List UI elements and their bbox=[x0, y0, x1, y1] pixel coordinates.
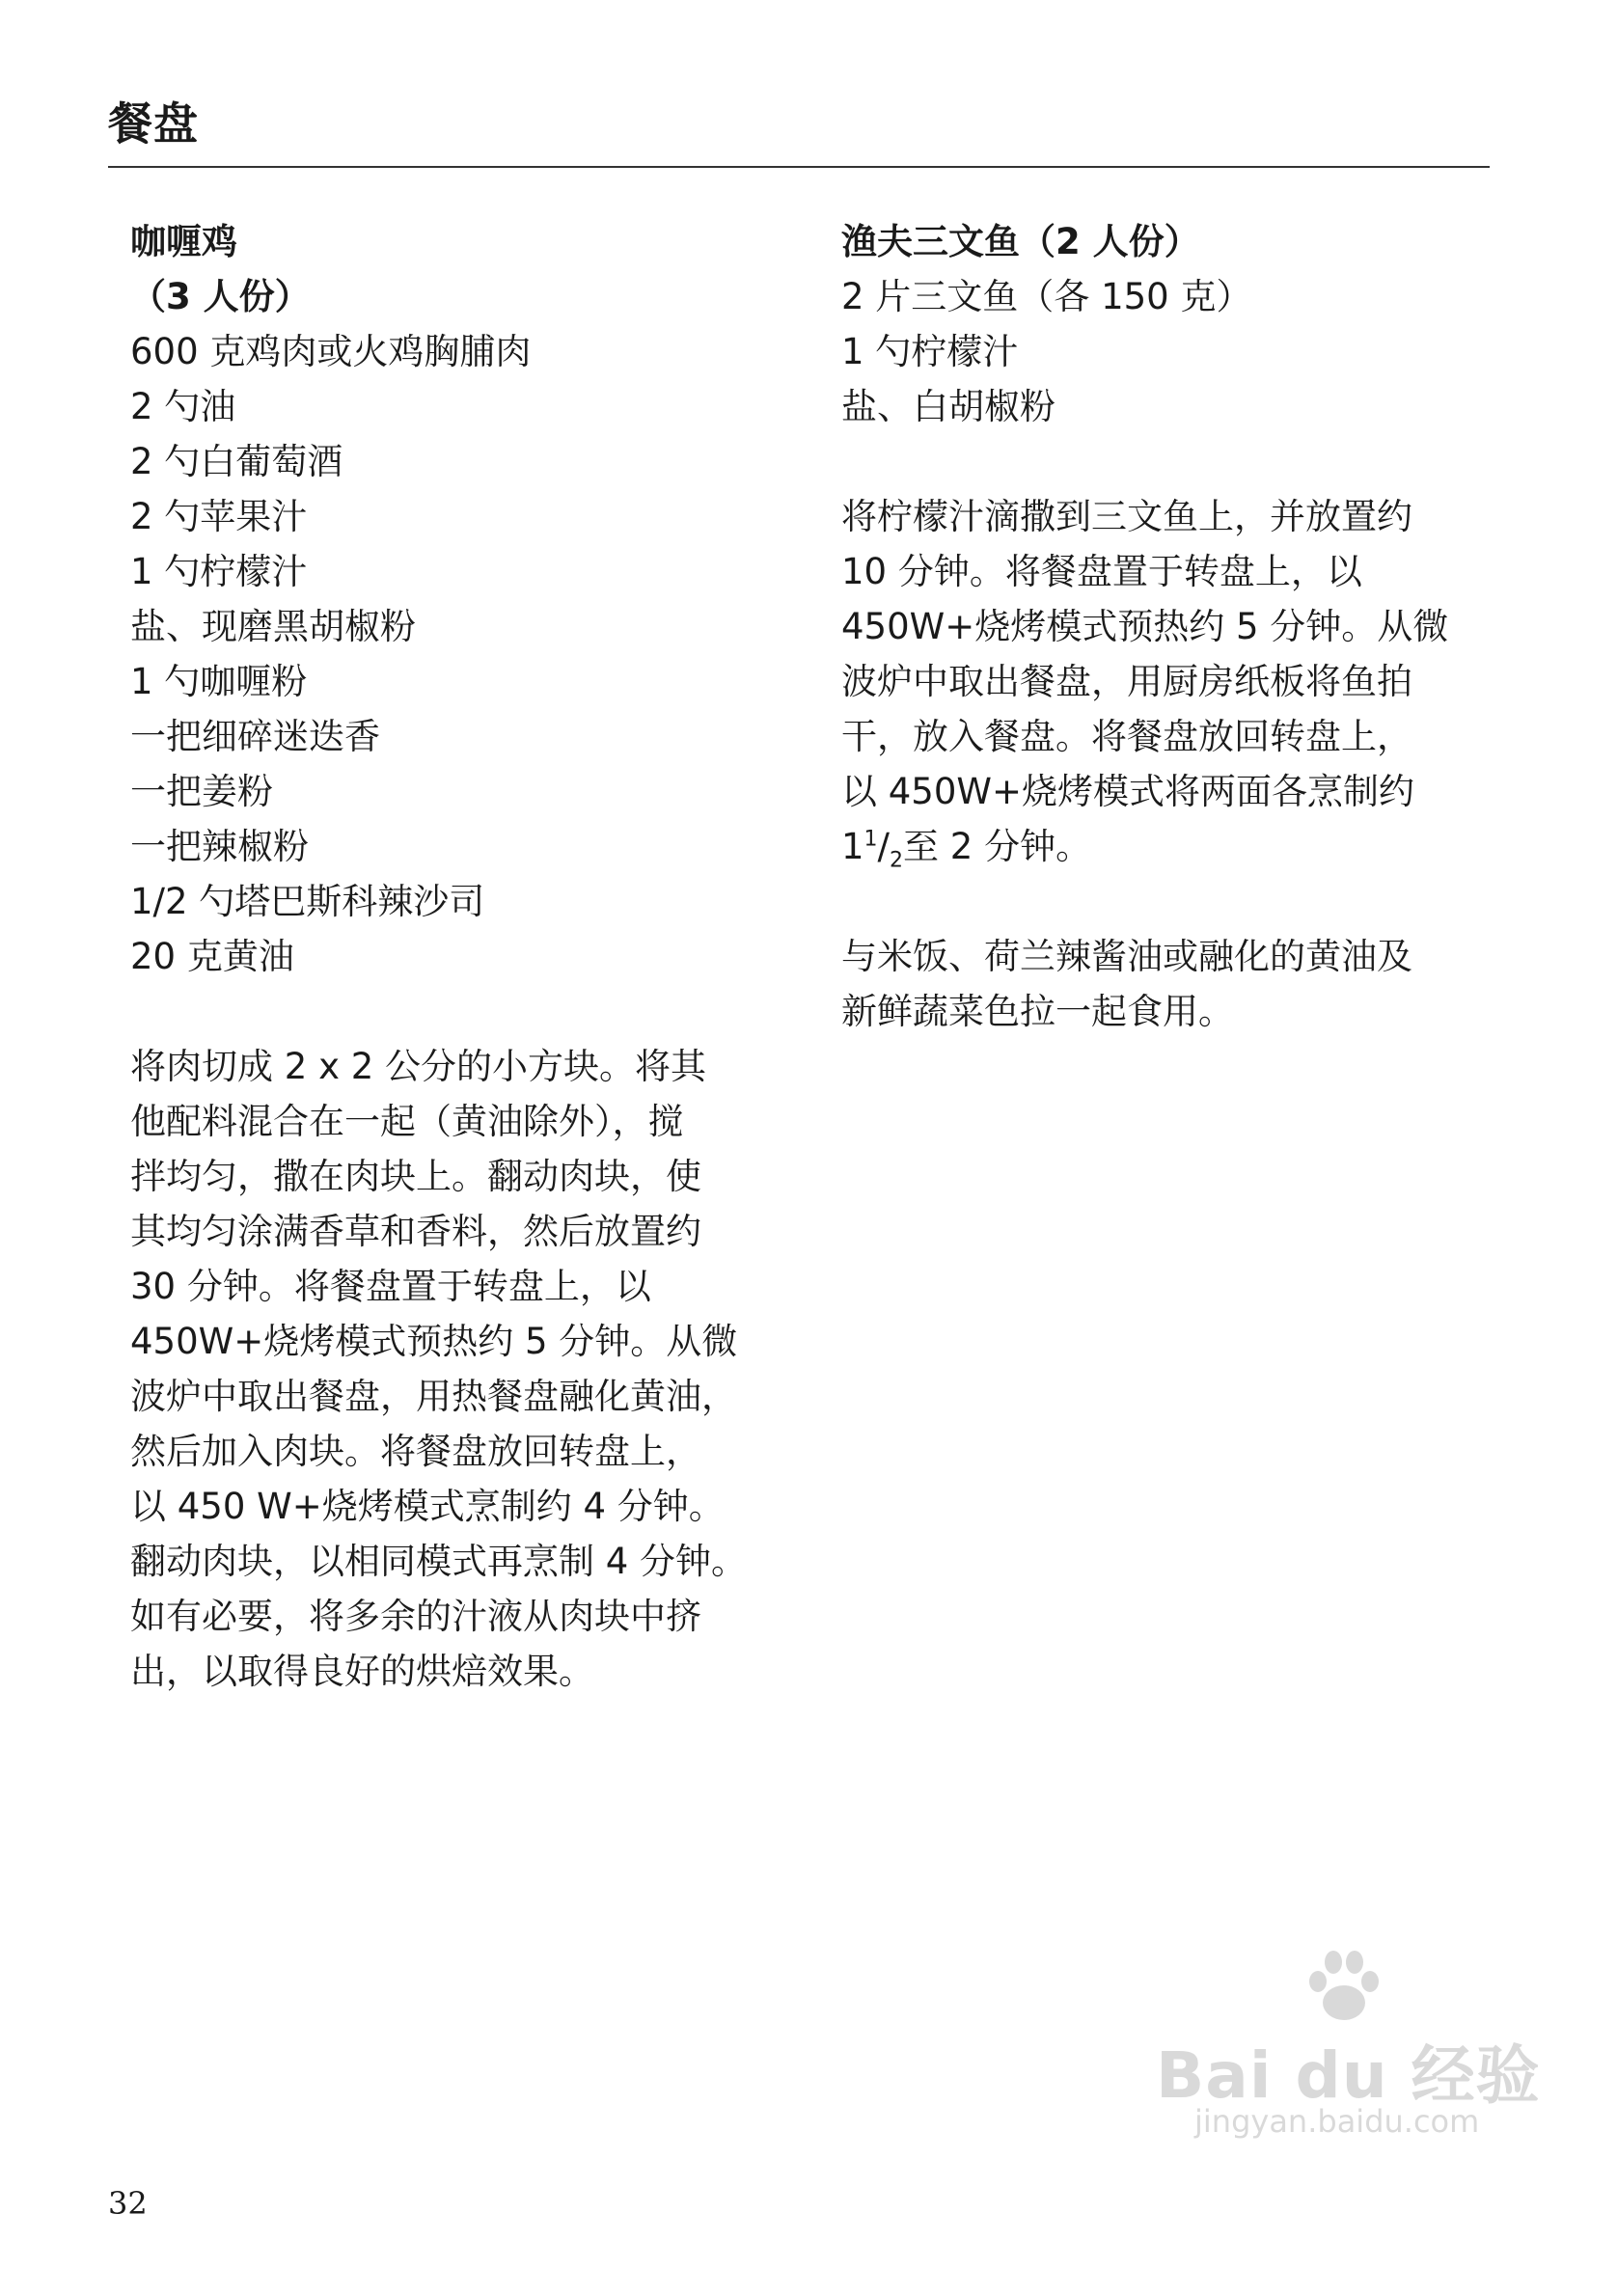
time-whole: 1 bbox=[841, 826, 864, 867]
time-denominator: 2 bbox=[890, 848, 904, 873]
recipe-servings: （3 人份） bbox=[130, 276, 311, 317]
ingredient-item: 600 克鸡肉或火鸡胸脯肉 bbox=[130, 331, 532, 372]
ingredient-item: 2 片三文鱼（各 150 克） bbox=[841, 276, 1252, 317]
ingredient-item: 2 勺油 bbox=[130, 386, 236, 427]
ingredient-item: 一把细碎迷迭香 bbox=[130, 716, 380, 757]
page-title: 餐盘 bbox=[108, 97, 199, 150]
header-divider bbox=[108, 166, 1490, 168]
recipe-instructions: 将柠檬汁滴撒到三文鱼上，并放置约 10 分钟。将餐盘置于转盘上，以 450W+烧烤模式预热约 5 分钟。从微 波炉中取出餐盘，用厨房纸板将鱼拍 干，放入餐盘。将餐盘放回转盘上， 以 450W+烧烤模式将两面各烹制约 bbox=[841, 496, 1449, 812]
recipe-fisherman-salmon bbox=[841, 214, 1478, 1039]
ingredient-item: 一把辣椒粉 bbox=[130, 826, 309, 867]
ingredient-item: 2 勺苹果汁 bbox=[130, 496, 308, 537]
recipe-title: 咖喱鸡 bbox=[130, 221, 237, 262]
page-number: 32 bbox=[108, 2185, 148, 2222]
ingredient-item: 2 勺白葡萄酒 bbox=[130, 441, 343, 482]
recipe-instructions: 将肉切成 2 x 2 公分的小方块。将其 他配料混合在一起（黄油除外），搅 拌均匀，撒在肉块上。翻动肉块，使 其均匀涂满香草和香料，然后放置约 30 分钟。将餐盘置于转盘上，以 450W+烧烤模式预热约 5 分钟。从微 波炉中取出餐盘，用热餐盘融化黄油， 然后加入肉块。将餐盘放回转盘上， 以 450 W+烧烤模式烹制约 4 分钟。 翻动肉块，以相同模式再烹制 4 分钟。 如有必要，将多余的汁液从肉块中挤 出，以取得良好的烘焙效果。 bbox=[130, 1046, 748, 1692]
recipe-title: 渔夫三文鱼（2 人份） bbox=[841, 221, 1200, 262]
ingredient-item: 1 勺柠檬汁 bbox=[130, 551, 308, 592]
ingredient-item: 一把姜粉 bbox=[130, 771, 273, 812]
recipe-curry-chicken bbox=[130, 214, 796, 1699]
cooking-time-line: $1^1/_2$至 2 分钟。 bbox=[841, 826, 1092, 873]
ingredient-item: 1 勺咖喱粉 bbox=[130, 661, 308, 702]
baidu-watermark bbox=[1156, 1949, 1541, 2151]
ingredient-item: 盐、白胡椒粉 bbox=[841, 386, 1055, 427]
paw-icon bbox=[1301, 1949, 1387, 2026]
serving-note: 与米饭、荷兰辣酱油或融化的黄油及 新鲜蔬菜色拉一起食用。 bbox=[841, 936, 1412, 1032]
watermark-url: jingyan.baidu.com bbox=[1194, 2103, 1480, 2140]
ingredient-item: 1/2 勺塔巴斯科辣沙司 bbox=[130, 881, 485, 922]
time-rest: 至 2 分钟。 bbox=[903, 826, 1092, 867]
ingredient-item: 20 克黄油 bbox=[130, 936, 294, 977]
time-numerator: 1 bbox=[863, 827, 878, 852]
watermark-brand: Bai du 经验 bbox=[1156, 2038, 1541, 2113]
ingredient-item: 1 勺柠檬汁 bbox=[841, 331, 1019, 372]
ingredient-item: 盐、现磨黑胡椒粉 bbox=[130, 606, 416, 647]
